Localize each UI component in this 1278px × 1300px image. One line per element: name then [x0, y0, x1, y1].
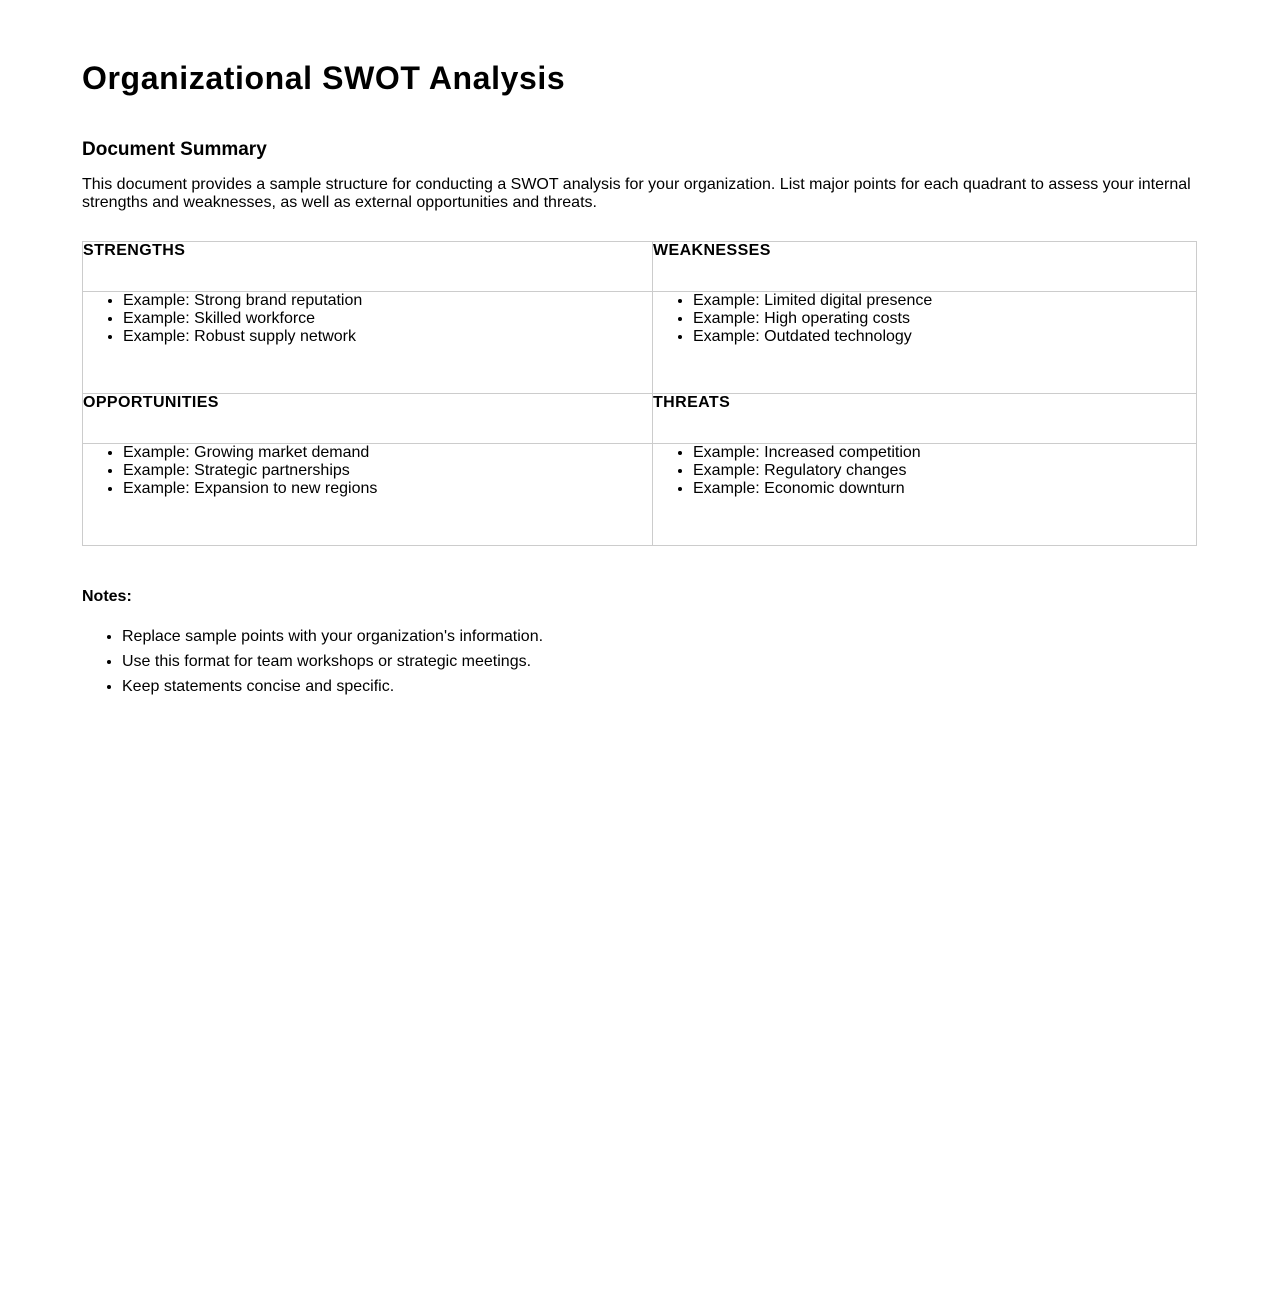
weaknesses-list — [653, 292, 1196, 346]
notes-list — [82, 627, 1196, 697]
opportunities-item: • Example: Expansion to new regions — [123, 480, 652, 498]
summary-heading: Document Summary — [82, 139, 267, 160]
strengths-cell — [83, 292, 653, 394]
threats-item: • Example: Increased competition — [693, 444, 1196, 462]
weaknesses-heading: WEAKNESSES — [653, 242, 1197, 292]
weaknesses-item: • Example: Outdated technology — [693, 328, 1196, 346]
swot-body-row-internal — [83, 292, 1197, 394]
opportunities-item: • Example: Growing market demand — [123, 444, 652, 462]
opportunities-heading: OPPORTUNITIES — [83, 394, 653, 444]
swot-header-row-external — [83, 394, 1197, 444]
opportunities-cell — [83, 444, 653, 546]
threats-cell — [653, 444, 1197, 546]
threats-list — [653, 444, 1196, 498]
strengths-item: • Example: Strong brand reputation — [123, 292, 652, 310]
threats-heading: THREATS — [653, 394, 1197, 444]
notes-item: • Replace sample points with your organization's information. — [122, 627, 1196, 647]
threats-item: • Example: Economic downturn — [693, 480, 1196, 498]
swot-header-row-internal — [83, 242, 1197, 292]
swot-table — [82, 241, 1197, 546]
notes-item: • Keep statements concise and specific. — [122, 677, 1196, 697]
summary-text: This document provides a sample structure for conducting a SWOT analysis for your organization. List major points for each quadrant to assess your internal strengths and weaknesses, as well as external opportunities and threats. — [82, 176, 1191, 211]
opportunities-list — [83, 444, 652, 498]
weaknesses-item: • Example: High operating costs — [693, 310, 1196, 328]
threats-item: • Example: Regulatory changes — [693, 462, 1196, 480]
strengths-item: • Example: Robust supply network — [123, 328, 652, 346]
swot-body-row-external — [83, 444, 1197, 546]
strengths-item: • Example: Skilled workforce — [123, 310, 652, 328]
strengths-heading: STRENGTHS — [83, 242, 653, 292]
weaknesses-item: • Example: Limited digital presence — [693, 292, 1196, 310]
strengths-list — [83, 292, 652, 346]
opportunities-item: • Example: Strategic partnerships — [123, 462, 652, 480]
weaknesses-cell — [653, 292, 1197, 394]
page-title: Organizational SWOT Analysis — [82, 60, 566, 96]
notes-label: Notes: — [82, 588, 132, 605]
notes-item: • Use this format for team workshops or strategic meetings. — [122, 652, 1196, 672]
